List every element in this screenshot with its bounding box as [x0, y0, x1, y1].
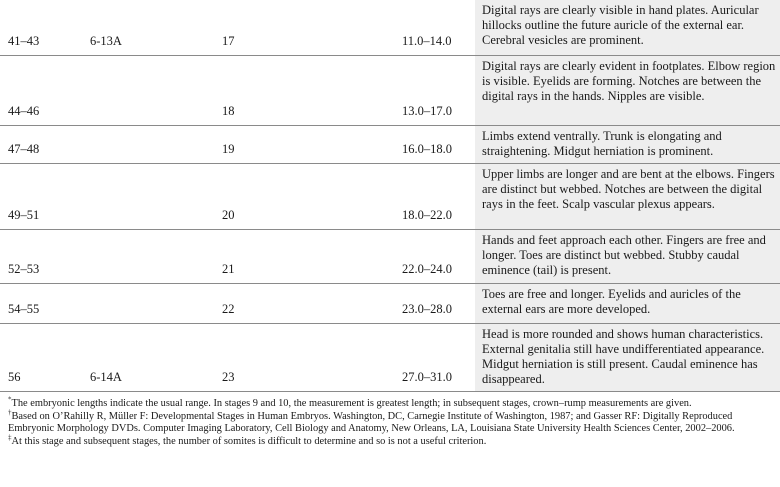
age-cell: 44–46 [0, 55, 90, 125]
length-cell: 27.0–31.0 [402, 323, 475, 391]
somites-cell: 23 [222, 323, 402, 391]
table-row [0, 283, 780, 323]
features-cell: Head is more rounded and shows human characteristics. External genitalia still have undifferentiated appearance. Midgut herniation is still present. Caudal eminence has disappeared. [475, 323, 780, 391]
length-cell: 22.0–24.0 [402, 229, 475, 283]
footnote [8, 395, 776, 411]
footnote-text: The embryonic lengths indicate the usual range. In stages 9 and 10, the measurement is greatest length; in subsequent stages, crown–rump measurements are given. [11, 398, 692, 409]
table-row [0, 125, 780, 163]
table-row [0, 323, 780, 391]
features-cell: Hands and feet approach each other. Fingers are free and longer. Toes are distinct but webbed. Stubby caudal eminence (tail) is present. [475, 229, 780, 283]
age-cell: 49–51 [0, 163, 90, 229]
length-cell: 16.0–18.0 [402, 125, 475, 163]
age-cell: 52–53 [0, 229, 90, 283]
footnote-mark: * [8, 395, 12, 404]
figure-cell: 6-14A [90, 323, 222, 391]
footnote-mark: ‡ [8, 433, 12, 442]
footnote-text: At this stage and subsequent stages, the number of somites is difficult to determine and so is not a useful criterion. [11, 435, 487, 447]
features-cell: Digital rays are clearly evident in footplates. Elbow region is visible. Eyelids are forming. Notches are between the digital rays in the hands. Nipples are visible. [475, 55, 780, 125]
somites-cell: 22 [222, 283, 402, 323]
footnote [8, 433, 776, 449]
somites-cell: 18 [222, 55, 402, 125]
footnotes [8, 395, 776, 448]
features-cell: Upper limbs are longer and are bent at the elbows. Fingers are distinct but webbed. Notches are between the digital rays in the feet. Scalp vascular plexus appears. [475, 163, 780, 229]
age-cell: 41–43 [0, 0, 90, 55]
table-row [0, 55, 780, 125]
age-cell: 47–48 [0, 125, 90, 163]
table-row [0, 163, 780, 229]
age-cell: 56 [0, 323, 90, 391]
somites-cell: 21 [222, 229, 402, 283]
length-cell: 13.0–17.0 [402, 55, 475, 125]
features-cell: Toes are free and longer. Eyelids and auricles of the external ears are more developed. [475, 283, 780, 323]
footnote-text: Based on O’Rahilly R, Müller F: Developmental Stages in Human Embryos. Washington, DC, Carnegie Institute of Washington, 1987; and Gasser RF: Digitally Reproduced Embryonic Morphology DVDs. Computer Imaging Laboratory, Cell Biology and Anatomy, New Orleans, LA, Louisiana State University Health Sciences Center, 2002–2006. [8, 410, 735, 435]
length-cell: 18.0–22.0 [402, 163, 475, 229]
figure-cell [90, 55, 222, 125]
features-cell: Limbs extend ventrally. Trunk is elongating and straightening. Midgut herniation is prominent. [475, 125, 780, 163]
table-row [0, 0, 780, 55]
somites-cell: 17 [222, 0, 402, 55]
table-row [0, 229, 780, 283]
length-cell: 11.0–14.0 [402, 0, 475, 55]
figure-cell [90, 229, 222, 283]
features-cell: Digital rays are clearly visible in hand plates. Auricular hillocks outline the future auricle of the external ear. Cerebral vesicles are prominent. [475, 0, 780, 55]
footnote [8, 408, 776, 436]
length-cell: 23.0–28.0 [402, 283, 475, 323]
somites-cell: 19 [222, 125, 402, 163]
figure-cell [90, 125, 222, 163]
figure-cell: 6-13A [90, 0, 222, 55]
age-cell: 54–55 [0, 283, 90, 323]
somites-cell: 20 [222, 163, 402, 229]
figure-cell [90, 163, 222, 229]
figure-cell [90, 283, 222, 323]
footnote-mark: † [8, 408, 12, 417]
